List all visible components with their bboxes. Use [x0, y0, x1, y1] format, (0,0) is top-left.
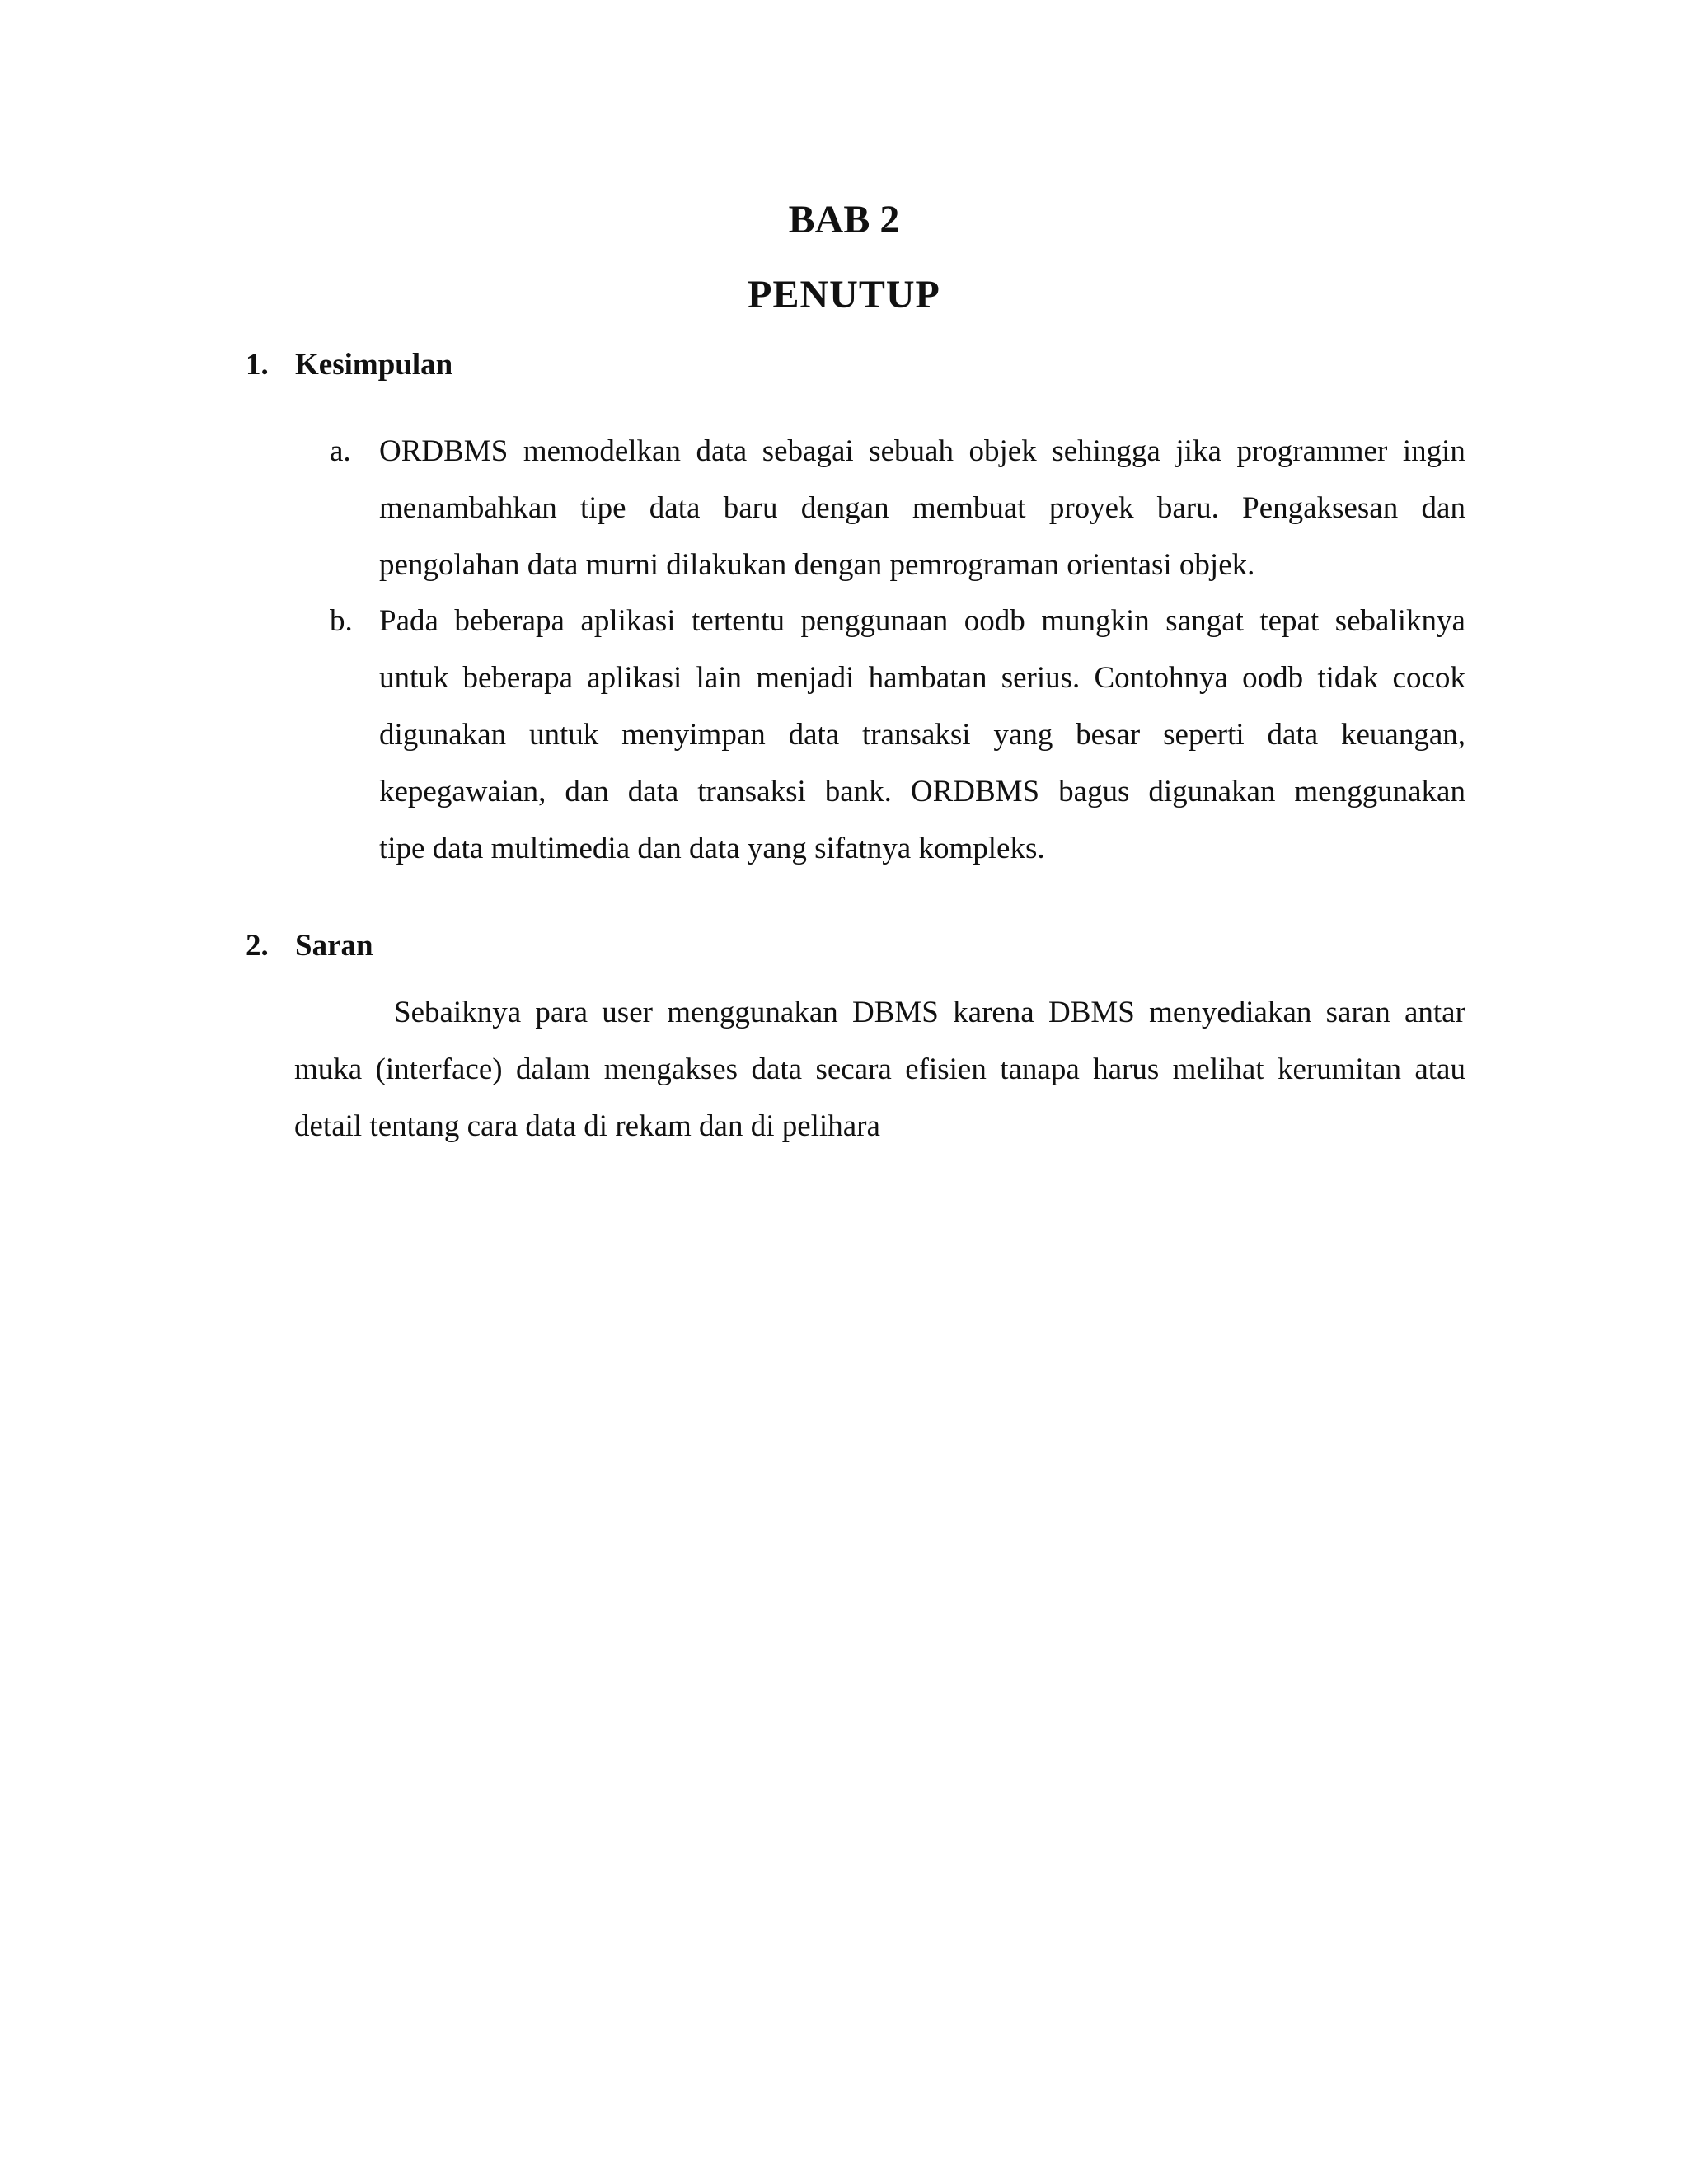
paragraph-line: detail tentang cara data di rekam dan di pelihara: [294, 1109, 880, 1143]
chapter-number: BAB 2: [788, 198, 900, 241]
section-number: 1.: [246, 348, 269, 382]
list-item-line: pengolahan data murni dilakukan dengan pemrograman orientasi objek.: [379, 548, 1255, 582]
section-heading-saran: [246, 926, 373, 967]
paragraph-line: Sebaiknya para user menggunakan DBMS karena DBMS menyediakan saran antar: [394, 996, 1465, 1029]
section-number: 2.: [246, 929, 269, 963]
list-item-line: digunakan untuk menyimpan data transaksi yang besar seperti data keuangan,: [379, 718, 1465, 752]
paragraph-line: muka (interface) dalam mengakses data secara efisien tanapa harus melihat kerumitan atau: [294, 1052, 1465, 1086]
list-item-line: ORDBMS memodelkan data sebagai sebuah objek sehingga jika programmer ingin: [379, 434, 1465, 468]
list-item-line: kepegawaian, dan data transaksi bank. ORDBMS bagus digunakan menggunakan: [379, 775, 1465, 808]
list-marker: b.: [330, 604, 353, 638]
list-item-line: tipe data multimedia dan data yang sifatnya kompleks.: [379, 832, 1045, 865]
list-item-line: menambahkan tipe data baru dengan membuat proyek baru. Pengaksesan dan: [379, 491, 1465, 525]
list-marker: a.: [330, 434, 351, 468]
section-title: Saran: [295, 929, 373, 963]
section-title: Kesimpulan: [295, 348, 453, 382]
list-item-line: Pada beberapa aplikasi tertentu penggunaan oodb mungkin sangat tepat sebaliknya: [379, 604, 1465, 638]
list-item-line: untuk beberapa aplikasi lain menjadi hambatan serius. Contohnya oodb tidak cocok: [379, 661, 1465, 695]
section-heading-kesimpulan: [246, 344, 452, 386]
chapter-title: PENUTUP: [748, 273, 940, 316]
